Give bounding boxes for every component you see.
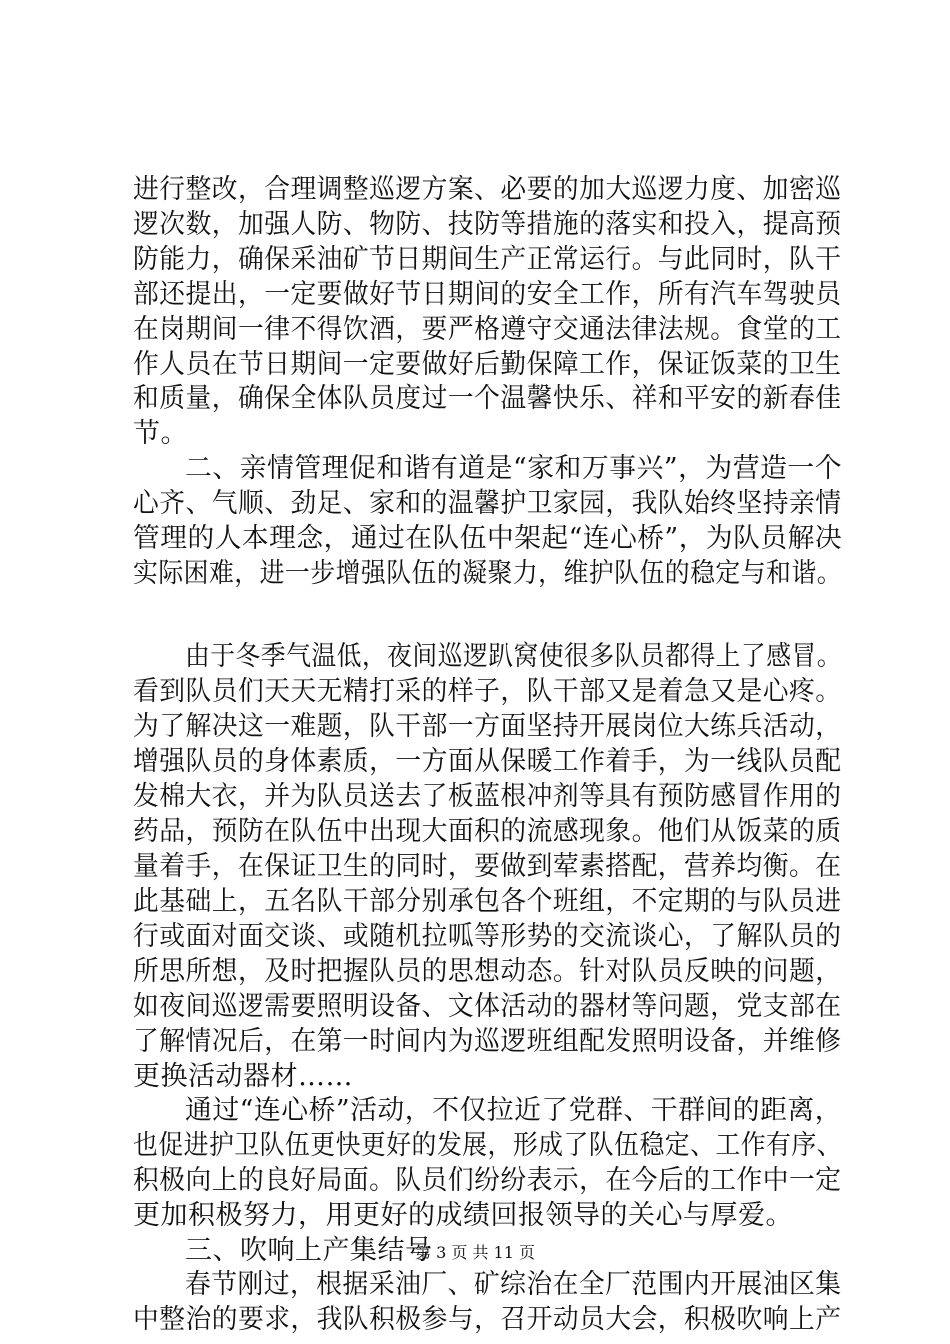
text-line: 更加积极努力，用更好的成绩回报领导的关心与厚爱。 [133, 1200, 793, 1231]
text-line: 和质量，确保全体队员度过一个温馨快乐、祥和平安的新春佳 [133, 383, 842, 414]
text-line: 实际困难，进一步增强队伍的凝聚力，维护队伍的稳定与和谐。 [133, 558, 843, 589]
text-line: 春节刚过，根据采油厂、矿综治在全厂范围内开展油区集 [185, 1269, 842, 1300]
text-line: 防能力，确保采油矿节日期间生产正常运行。与此同时，队干 [133, 244, 842, 275]
text-line: 作人员在节日期间一定要做好后勤保障工作，保证饭菜的卫生 [133, 349, 842, 380]
text-line: 部还提出，一定要做好节日期间的安全工作，所有汽车驾驶员 [133, 279, 842, 310]
text-line: 此基础上，五名队干部分别承包各个班组，不定期的与队员进 [133, 886, 842, 917]
text-line: 增强队员的身体素质，一方面从保暖工作着手，为一线队员配 [133, 746, 842, 777]
text-line: 量着手，在保证卫生的同时，要做到荤素搭配，营养均衡。在 [133, 851, 842, 882]
text-line: 节。 [133, 418, 188, 449]
text-line: 三、吹响上产集结号 [185, 1235, 433, 1266]
text-line: 了解情况后，在第一时间内为巡逻班组配发照明设备，并维修 [133, 1026, 842, 1057]
text-line: 发棉大衣，并为队员送去了板蓝根冲剂等具有预防感冒作用的 [133, 781, 842, 812]
text-line: 中整治的要求，我队积极参与，召开动员大会，积极吹响上产 [133, 1304, 842, 1335]
text-line: 看到队员们天天无精打采的样子，队干部又是着急又是心疼。 [133, 676, 842, 707]
text-line: 逻次数，加强人防、物防、技防等措施的落实和投入，提高预 [133, 209, 842, 240]
page-footer: 第 3 页 共 11 页 [415, 1243, 535, 1262]
text-line: 也促进护卫队伍更快更好的发展，形成了队伍稳定、工作有序、 [133, 1130, 843, 1161]
text-line: 管理的人本理念，通过在队伍中架起“连心桥”，为队员解决 [133, 523, 843, 554]
text-line: 通过“连心桥”活动，不仅拉近了党群、干群间的距离， [185, 1095, 843, 1126]
text-line: 药品，预防在队伍中出现大面积的流感现象。他们从饭菜的质 [133, 816, 842, 847]
text-line: 如夜间巡逻需要照明设备、文体活动的器材等问题，党支部在 [133, 991, 842, 1022]
text-line: 行或面对面交谈、或随机拉呱等形势的交流谈心，了解队员的 [133, 921, 842, 952]
text-line: 心齐、气顺、劲足、家和的温馨护卫家园，我队始终坚持亲情 [133, 488, 842, 519]
text-line: 为了解决这一难题，队干部一方面坚持开展岗位大练兵活动， [133, 711, 842, 742]
text-line: 更换活动器材…… [133, 1061, 353, 1092]
text-line: 积极向上的良好局面。队员们纷纷表示，在今后的工作中一定 [133, 1165, 842, 1196]
text-line: 在岗期间一律不得饮酒，要严格遵守交通法律法规。食堂的工 [133, 314, 842, 345]
text-line: 进行整改，合理调整巡逻方案、必要的加大巡逻力度、加密巡 [133, 174, 842, 205]
text-line: 所思所想，及时把握队员的思想动态。针对队员反映的问题， [133, 956, 842, 987]
text-line: 二、亲情管理促和谐有道是“家和万事兴”，为营造一个 [185, 453, 843, 484]
text-line: 由于冬季气温低，夜间巡逻趴窝使很多队员都得上了感冒。 [185, 641, 843, 672]
